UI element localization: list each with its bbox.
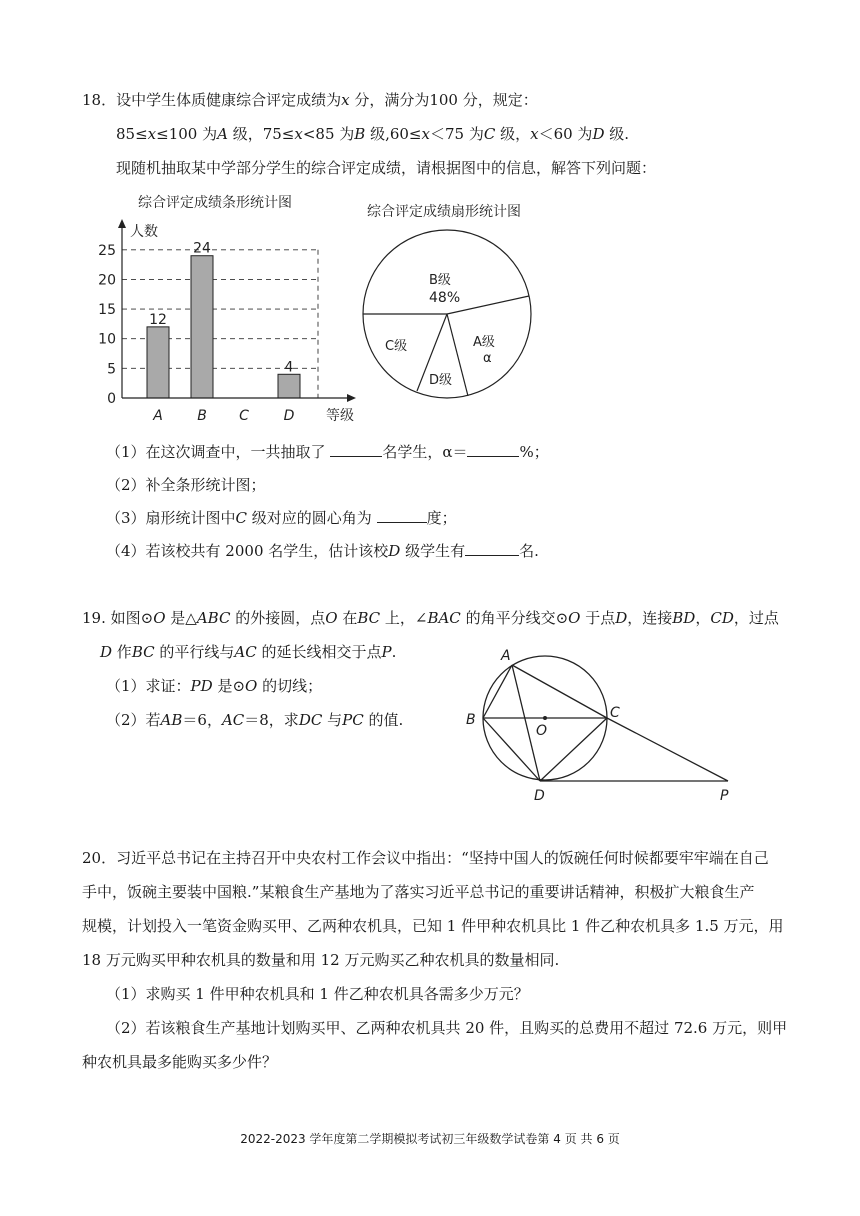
q18-grade: C: [235, 509, 248, 527]
bar-data-label: 4: [284, 359, 294, 376]
q18-sub3-text: （3）扇形统计图中: [106, 509, 236, 527]
q19-var: D: [615, 609, 628, 627]
y-tick-label: 0: [107, 391, 116, 407]
q19-var: BC: [357, 609, 381, 627]
q18-grade: D: [592, 125, 605, 143]
center-point: [543, 716, 547, 720]
q19-var: AC: [221, 711, 245, 729]
answer-blank: [377, 508, 427, 523]
q18-line3: 现随机抽取某中学部分学生的综合评定成绩，请根据图中的信息，解答下列问题：: [116, 159, 657, 177]
segment-cp: [607, 718, 728, 781]
pie-chart: [355, 196, 545, 406]
q18-var: x: [421, 125, 430, 143]
q19-text: 作: [112, 643, 132, 661]
y-axis-label: 人数: [130, 224, 158, 240]
pie-label-a: A级: [473, 335, 495, 350]
q19-var: O: [325, 609, 338, 627]
y-tick-label: 10: [98, 331, 116, 348]
q19-var: BC: [131, 643, 155, 661]
q19-text: ，: [695, 609, 711, 627]
q18-var: x: [530, 125, 539, 143]
q19-sub1-text: （1）求证：: [106, 677, 191, 695]
q19-sub1-text: 是⊙: [212, 677, 246, 695]
q18-sub2: （2）补全条形统计图；: [106, 476, 266, 494]
answer-blank: [467, 442, 519, 457]
label-d: D: [534, 788, 545, 804]
q18-sub1-text: （1）在这次调查中，一共抽取了: [106, 443, 331, 461]
bar-chart-data-labels: [149, 241, 293, 376]
q18-sub3-text-2: 级对应的圆心角为: [247, 509, 377, 527]
q20-para-line1: 20．习近平总书记在主持召开中央农村工作会议中指出：“坚持中国人的饭碗任何时候都要牢牢端在自己: [82, 849, 769, 867]
q18-grade: C: [483, 125, 496, 143]
q19-var: ABC: [196, 609, 231, 627]
pie-label-c: C级: [385, 339, 408, 354]
q19-var: P: [381, 643, 392, 661]
q18-range-text: 级，: [495, 125, 531, 143]
q19-sub2-text: 的值.: [363, 711, 404, 729]
q20-sub2-line2: 种农机具最多能购买多少件？: [82, 1053, 278, 1071]
q19-sub2-text: ＝6，: [182, 711, 222, 729]
q18-range-text: 级.: [604, 125, 630, 143]
q19-var: AC: [234, 643, 257, 661]
pie-label-alpha: α: [483, 351, 492, 366]
bar-b: [191, 256, 213, 398]
q18-range-text: ≤100 为: [156, 125, 218, 143]
q19-text: .: [391, 643, 397, 661]
q19-sub2: [106, 710, 403, 730]
q18-range-text: 85≤: [116, 125, 148, 143]
label-b: B: [466, 712, 476, 728]
q19-var: CD: [710, 609, 734, 627]
bar-data-label: 24: [193, 240, 211, 257]
q19-line2: [100, 642, 396, 662]
bar-a: [147, 327, 169, 398]
x-tick-label: B: [197, 408, 207, 424]
bar-data-label: 12: [149, 311, 167, 328]
segment-cd: [540, 718, 607, 781]
geometry-figure: [460, 640, 740, 810]
q18-grade: A: [217, 125, 228, 143]
bar-chart-bars: [147, 256, 300, 398]
q19-var: BAC: [427, 609, 461, 627]
q18-range-text: ＜60 为: [538, 125, 593, 143]
q19-text: 的外接圆，点: [230, 609, 326, 627]
q19-var: BD: [672, 609, 696, 627]
bar-chart-x-ticks: [152, 408, 294, 424]
pie-label-d: D级: [429, 373, 453, 388]
q19-var: DC: [298, 711, 323, 729]
y-axis-arrow: [118, 219, 126, 228]
q19-text: 的角平分线交⊙: [460, 609, 569, 627]
q18-line2: [116, 124, 629, 144]
answer-blank: [330, 442, 382, 457]
q18-range-text: ＜75 为: [429, 125, 484, 143]
q19-var: O: [245, 677, 258, 695]
q19-text: 的延长线相交于点: [256, 643, 382, 661]
q19-text: 在: [337, 609, 358, 627]
y-tick-label: 15: [98, 302, 116, 319]
q19-var: O: [568, 609, 581, 627]
q20-sub2-line1: （2）若该粮食生产基地计划购买甲、乙两种农机具共 20 件，且购买的总费用不超过 72.6 万元，则甲: [106, 1019, 788, 1037]
q18-range-text: 级,60≤: [365, 125, 422, 143]
q20-sub1: （1）求购买 1 件甲种农机具和 1 件乙种农机具各需多少万元？: [106, 985, 529, 1003]
q18-sub4-text: （4）若该校共有 2000 名学生，估计该校: [106, 542, 389, 560]
q18-line1: [82, 90, 538, 110]
x-axis-label: 等级: [326, 408, 354, 424]
q19-text: 19. 如图⊙: [82, 609, 154, 627]
segment-ac: [512, 665, 607, 718]
q20-para-line4: 18 万元购买甲种农机具的数量和用 12 万元购买乙种农机具的数量相同.: [82, 951, 560, 969]
label-p: P: [720, 788, 729, 804]
pie-label-b: B级: [429, 273, 451, 288]
q19-line1: [82, 608, 779, 628]
q19-sub2-text: ＝8，求: [244, 711, 299, 729]
q18-stem-text: 18．设中学生体质健康综合评定成绩为: [82, 91, 342, 109]
q20-para-line3: 规模，计划投入一笔资金购买甲、乙两种农机具，已知 1 件甲种农机具比 1 件乙种农机具多 1.5 万元，用: [82, 917, 784, 935]
q19-text: 的平行线与: [154, 643, 235, 661]
q19-var: D: [100, 643, 113, 661]
q18-sub1-text-2: 名学生，α＝: [382, 443, 468, 461]
x-tick-label: A: [153, 408, 163, 424]
q18-range-text: <85 为: [302, 125, 355, 143]
y-tick-label: 20: [98, 272, 116, 289]
bar-d: [278, 374, 300, 398]
q18-sub3: [106, 508, 457, 528]
q19-var: AB: [160, 711, 183, 729]
q19-text: ，过点: [733, 609, 779, 627]
page-footer: 2022-2023 学年度第二学期模拟考试初三年级数学试卷第 4 页 共 6 页: [240, 1132, 620, 1146]
pie-label-b-percent: 48%: [429, 290, 461, 306]
pie-chart-title: 综合评定成绩扇形统计图: [367, 204, 521, 220]
q18-grade: B: [354, 125, 366, 143]
q18-var: x: [147, 125, 157, 143]
q18-range-text: 级，75≤: [227, 125, 295, 143]
q19-text: 上，∠: [380, 609, 428, 627]
q19-text: 于点: [580, 609, 616, 627]
answer-blank: [465, 541, 519, 556]
q19-sub1: [106, 676, 322, 696]
q18-sub1: [106, 442, 549, 462]
y-tick-label: 5: [107, 361, 116, 378]
q19-sub2-text: （2）若: [106, 711, 161, 729]
x-tick-label: D: [283, 408, 295, 424]
segment-ab: [483, 665, 512, 718]
label-o: O: [536, 723, 548, 739]
q18-stem-text-2: 分，满分为100 分，规定：: [349, 91, 538, 109]
q18-var: x: [294, 125, 303, 143]
q18-sub3-text-3: 度；: [426, 509, 457, 527]
q19-var: PC: [342, 711, 364, 729]
q19-var: PD: [190, 677, 213, 695]
q18-var-x: x: [341, 91, 350, 109]
bar-chart: [100, 190, 370, 430]
x-tick-label: C: [239, 408, 249, 424]
q19-text: ，连接: [627, 609, 673, 627]
q19-sub1-text: 的切线；: [257, 677, 323, 695]
q19-text: 是△: [165, 609, 197, 627]
bar-chart-title: 综合评定成绩条形统计图: [138, 195, 292, 211]
q18-sub4-text-3: 名.: [519, 542, 539, 560]
bar-chart-y-ticks: [98, 243, 116, 407]
label-a: A: [501, 648, 511, 664]
q18-sub4: [106, 541, 539, 561]
q18-sub4-text-2: 级学生有: [400, 542, 466, 560]
q20-para-line2: 手中，饭碗主要装中国粮.”某粮食生产基地为了落实习近平总书记的重要讲话精神，积极扩大粮食生产: [82, 883, 755, 901]
q18-sub1-text-3: %；: [519, 443, 549, 461]
y-tick-label: 25: [98, 242, 116, 259]
q19-var: O: [153, 609, 166, 627]
label-c: C: [610, 705, 620, 721]
q18-grade: D: [388, 542, 401, 560]
q19-sub2-text: 与: [322, 711, 343, 729]
